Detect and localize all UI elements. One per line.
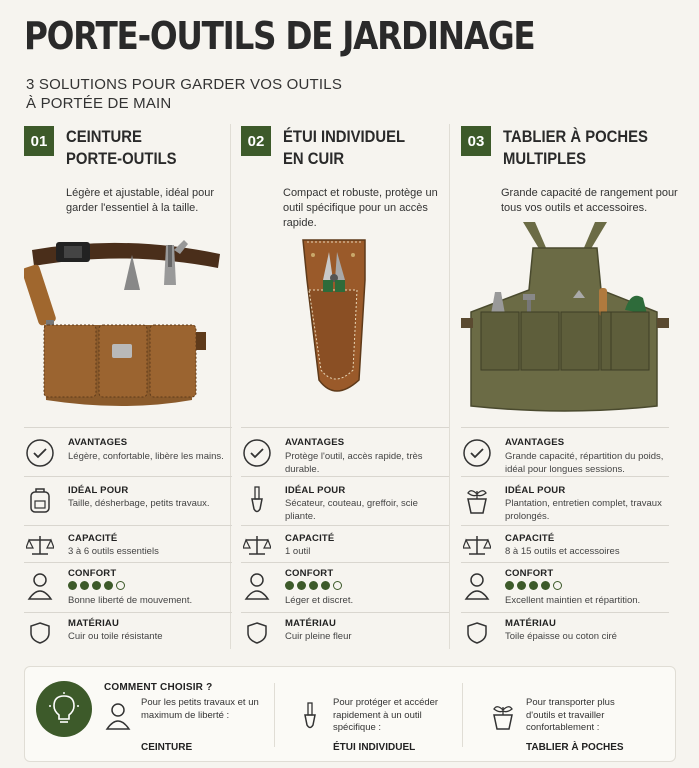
subtitle-line-2: À PORTÉE DE MAIN <box>26 95 172 112</box>
feature-label: AVANTAGES <box>285 437 345 448</box>
rating-dot-filled <box>104 581 113 590</box>
scale-icon <box>241 534 273 556</box>
feature-material <box>24 612 232 647</box>
feature-value: 1 outil <box>285 546 311 557</box>
tool-belt-image <box>24 220 232 420</box>
column-description: Compact et robuste, protège un outil spécifique pour un accès rapide. <box>283 187 438 229</box>
apron-image <box>461 220 669 420</box>
feature-advantages <box>24 427 232 476</box>
rating-dot-filled <box>517 581 526 590</box>
column-title <box>66 126 177 170</box>
rating-dot-filled <box>529 581 538 590</box>
feature-value: 8 à 15 outils et accessoires <box>505 546 620 557</box>
feature-label: IDÉAL POUR <box>68 485 129 496</box>
person-icon <box>24 571 56 601</box>
feature-label: IDÉAL POUR <box>505 485 566 496</box>
column-title-line-2: PORTE-OUTILS <box>66 150 177 168</box>
feature-value: Cuir pleine fleur <box>285 631 352 642</box>
option-divider <box>462 683 463 747</box>
feature-value: Plantation, entretien complet, travaux prolongés. <box>505 498 662 522</box>
feature-ideal <box>24 476 232 525</box>
feature-label: CAPACITÉ <box>285 533 335 544</box>
feature-comfort <box>24 562 232 612</box>
rating-dot-filled <box>505 581 514 590</box>
feature-label: AVANTAGES <box>505 437 565 448</box>
column-title-line-2: EN CUIR <box>283 150 345 168</box>
feature-value: Toile épaisse ou coton ciré <box>505 631 617 642</box>
check-circle-icon <box>461 438 493 468</box>
column-number: 01 <box>24 126 54 156</box>
feature-comfort <box>461 562 669 612</box>
rating-dot-filled <box>68 581 77 590</box>
feature-value: Grande capacité, répartition du poids, idéal pour longues sessions. <box>505 451 664 475</box>
column-number: 03 <box>461 126 491 156</box>
choose-option-answer: CEINTURE <box>141 742 193 753</box>
person-icon <box>461 571 493 601</box>
feature-material <box>461 612 669 647</box>
feature-value: Bonne liberté de mouvement. <box>68 595 193 606</box>
comfort-rating <box>285 581 342 590</box>
feature-label: MATÉRIAU <box>505 618 557 629</box>
shield-icon <box>24 621 56 645</box>
check-circle-icon <box>24 438 56 468</box>
feature-ideal <box>461 476 669 525</box>
features-list <box>461 427 669 647</box>
comfort-rating <box>505 581 562 590</box>
rating-dot-filled <box>309 581 318 590</box>
feature-value: Légère, confortable, libère les mains. <box>68 451 224 462</box>
rating-dot-empty <box>116 581 125 590</box>
rating-dot-filled <box>285 581 294 590</box>
choose-option-answer: ÉTUI INDIVIDUEL <box>333 742 416 753</box>
column-title-line-2: MULTIPLES <box>503 150 587 168</box>
rating-dot-empty <box>333 581 342 590</box>
choose-option-text: Pour protéger et accéder rapidement à un outil spécifique : <box>333 697 439 733</box>
feature-label: IDÉAL POUR <box>285 485 346 496</box>
column-title-line-1: ÉTUI INDIVIDUEL <box>283 128 406 146</box>
rating-dot-filled <box>80 581 89 590</box>
scale-icon <box>24 534 56 556</box>
shield-icon <box>241 621 273 645</box>
column-divider <box>449 124 450 649</box>
choose-option-text: Pour les petits travaux et un maximum de liberté : <box>141 697 259 721</box>
column-description: Légère et ajustable, idéal pour garder l'essentiel à la taille. <box>66 187 214 214</box>
feature-advantages <box>241 427 449 476</box>
plant-pot-icon <box>488 701 518 731</box>
page-title: PORTE-OUTILS DE JARDINAGE <box>24 14 535 58</box>
feature-material <box>241 612 449 647</box>
feature-value: Excellent maintien et répartition. <box>505 595 641 606</box>
rating-dot-empty <box>553 581 562 590</box>
comfort-rating <box>68 581 125 590</box>
trowel-icon <box>295 701 325 731</box>
feature-capacity <box>461 525 669 562</box>
feature-value: Sécateur, couteau, greffoir, scie pliante. <box>285 498 418 522</box>
feature-value: Taille, désherbage, petits travaux. <box>68 498 210 509</box>
feature-value: 3 à 6 outils essentiels <box>68 546 159 557</box>
plant-pot-icon <box>461 485 493 515</box>
person-icon <box>241 571 273 601</box>
how-to-choose-panel <box>24 666 676 762</box>
choose-option-answer: TABLIER À POCHES <box>526 742 624 753</box>
feature-comfort <box>241 562 449 612</box>
column-description: Grande capacité de rangement pour tous vos outils et accessoires. <box>501 187 678 214</box>
feature-value: Léger et discret. <box>285 595 354 606</box>
feature-label: CONFORT <box>68 568 117 579</box>
feature-label: CONFORT <box>285 568 334 579</box>
leather-sheath-image <box>241 220 449 420</box>
rating-dot-filled <box>92 581 101 590</box>
shield-icon <box>461 621 493 645</box>
lightbulb-icon <box>36 681 92 737</box>
feature-capacity <box>241 525 449 562</box>
feature-label: CAPACITÉ <box>68 533 118 544</box>
scale-icon <box>461 534 493 556</box>
page-subtitle <box>26 75 342 113</box>
feature-ideal <box>241 476 449 525</box>
trowel-icon <box>241 485 273 515</box>
feature-label: MATÉRIAU <box>285 618 337 629</box>
feature-label: AVANTAGES <box>68 437 128 448</box>
column-title-line-1: TABLIER À POCHES <box>503 128 648 146</box>
feature-value: Protège l'outil, accès rapide, très durable. <box>285 451 423 475</box>
column-title <box>283 126 405 170</box>
feature-value: Cuir ou toile résistante <box>68 631 163 642</box>
column-number: 02 <box>241 126 271 156</box>
feature-label: MATÉRIAU <box>68 618 120 629</box>
rating-dot-filled <box>541 581 550 590</box>
backpack-icon <box>24 485 56 515</box>
feature-label: CAPACITÉ <box>505 533 555 544</box>
feature-capacity <box>24 525 232 562</box>
column-title-line-1: CEINTURE <box>66 128 142 146</box>
rating-dot-filled <box>321 581 330 590</box>
rating-dot-filled <box>297 581 306 590</box>
features-list <box>24 427 232 647</box>
feature-advantages <box>461 427 669 476</box>
option-divider <box>274 683 275 747</box>
feature-label: CONFORT <box>505 568 554 579</box>
features-list <box>241 427 449 647</box>
choose-heading: COMMENT CHOISIR ? <box>104 682 213 693</box>
choose-option-text: Pour transporter plus d'outils et travailler confortablement : <box>526 697 615 733</box>
column-title <box>503 126 648 170</box>
subtitle-line-1: 3 SOLUTIONS POUR GARDER VOS OUTILS <box>26 76 343 93</box>
check-circle-icon <box>241 438 273 468</box>
person-icon <box>103 701 133 731</box>
